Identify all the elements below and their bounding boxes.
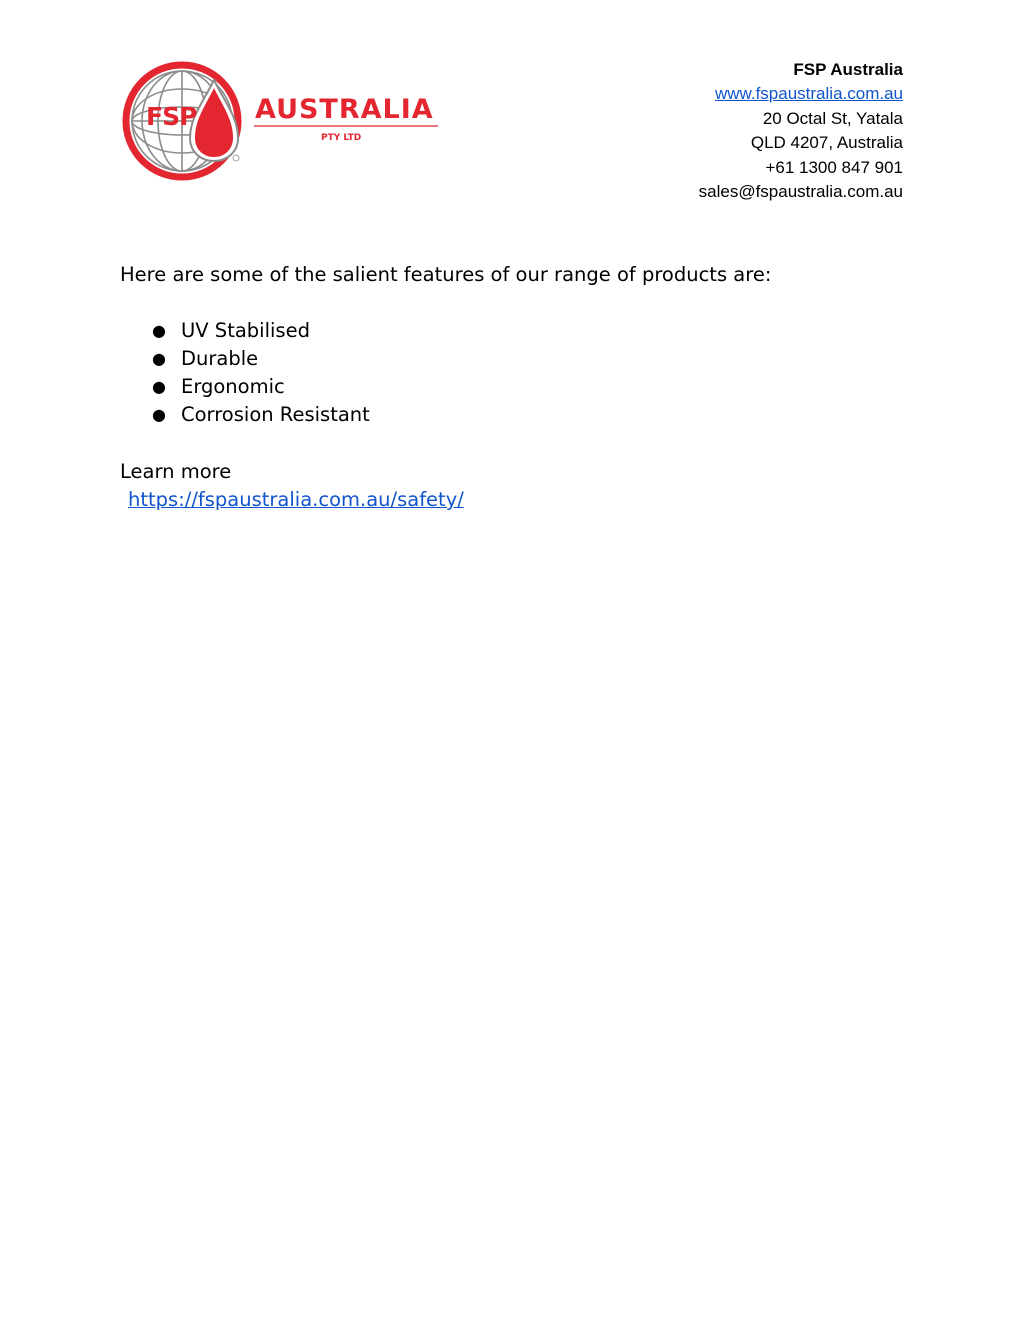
bullet-icon: ● <box>152 321 166 340</box>
list-item <box>120 345 370 373</box>
logo-mark-text: FSP <box>146 102 197 131</box>
email-address: sales@fspaustralia.com.au <box>698 182 903 202</box>
address-line-2: QLD 4207, Australia <box>750 133 903 153</box>
website-link[interactable]: www.fspaustralia.com.au <box>714 84 903 104</box>
logo-subtitle: PTY LTD <box>321 133 362 143</box>
address-line-1: 20 Octal St, Yatala <box>762 108 903 128</box>
list-item <box>120 317 370 345</box>
list-item <box>120 401 370 429</box>
bullet-icon: ● <box>152 349 166 368</box>
list-item <box>120 373 370 401</box>
feature-label: Corrosion Resistant <box>181 403 370 426</box>
company-name: FSP Australia <box>793 60 903 79</box>
feature-label: UV Stabilised <box>181 319 310 342</box>
learn-more-link[interactable]: https://fspaustralia.com.au/safety/ <box>128 488 464 511</box>
bullet-icon: ● <box>152 377 166 396</box>
logo-title: AUSTRALIA <box>255 94 434 125</box>
bullet-icon: ● <box>152 405 166 424</box>
feature-label: Ergonomic <box>181 375 285 398</box>
learn-more-label: Learn more <box>120 460 232 483</box>
feature-label: Durable <box>181 347 259 370</box>
intro-paragraph: Here are some of the salient features of our range of products are: <box>120 263 772 286</box>
contact-block <box>699 58 903 204</box>
feature-list <box>120 317 370 429</box>
fsp-australia-logo <box>118 60 448 182</box>
phone-number: +61 1300 847 901 <box>765 157 903 177</box>
